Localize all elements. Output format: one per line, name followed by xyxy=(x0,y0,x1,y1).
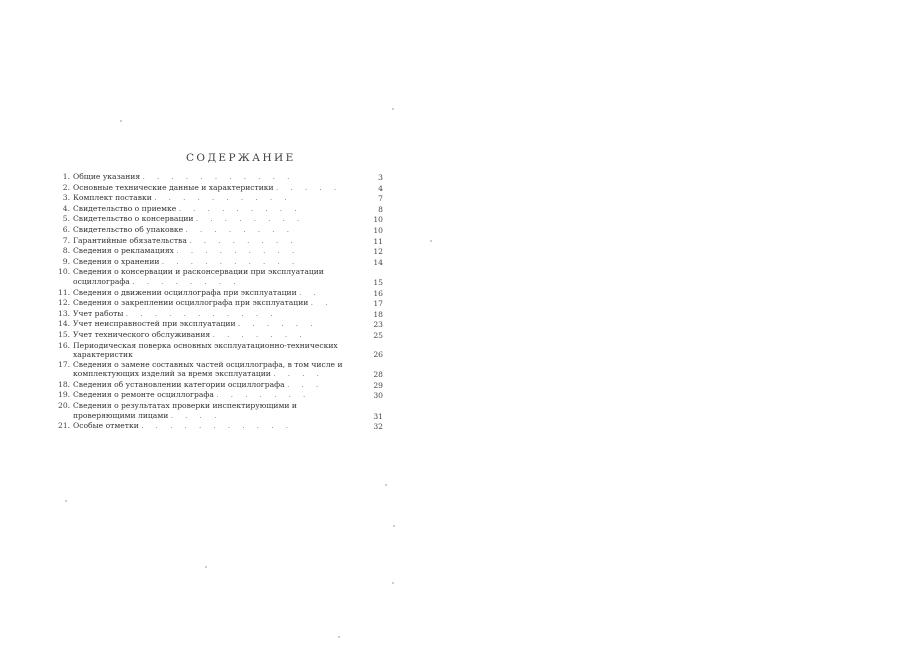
toc-entry-number: 19. xyxy=(58,390,71,400)
toc-entry-number: 18. xyxy=(58,379,71,389)
toc-entry-number: 13. xyxy=(58,308,71,318)
toc-entry xyxy=(58,225,383,236)
toc-entry-page: 25 xyxy=(373,330,383,340)
toc-entry-title: Периодическая поверка основных эксплуатационно-технических характеристик xyxy=(73,340,338,360)
toc-entry-page: 26 xyxy=(373,350,383,360)
toc-entry-page: 14 xyxy=(373,257,383,267)
toc-entry xyxy=(58,330,383,341)
toc-entry-number: 21. xyxy=(58,421,71,431)
toc-entry-page: 15 xyxy=(373,277,383,287)
toc-entry xyxy=(58,319,383,330)
page-title: СОДЕРЖАНИЕ xyxy=(186,152,296,164)
toc-entry xyxy=(58,298,383,309)
toc-entry xyxy=(58,401,383,421)
toc-entry-title: Сведения о рекламациях xyxy=(73,246,174,256)
toc-entry-title: Сведения о закреплении осциллографа при эксплуатации xyxy=(73,298,309,308)
toc-entry xyxy=(58,267,383,287)
toc-entry-title: Гарантийные обязательства xyxy=(73,235,187,245)
dot-leader: . . . . . . . . . . xyxy=(154,194,292,203)
toc-entry xyxy=(58,341,383,360)
toc-entry xyxy=(58,309,383,320)
toc-entry xyxy=(58,421,383,432)
dot-leader: . . . . . . . . . . . xyxy=(142,173,295,181)
toc-entry-number: 12. xyxy=(58,298,71,308)
toc-entry-number: 16. xyxy=(58,340,71,350)
dot-leader: . . . . . . . . xyxy=(185,225,294,234)
toc-entry xyxy=(58,390,383,401)
toc-entry xyxy=(58,204,383,215)
toc-entry xyxy=(58,380,383,391)
toc-entry-title: Свидетельство о консервации xyxy=(73,214,194,224)
scan-speck xyxy=(120,120,122,122)
toc-entry-title: Сведения о хранении xyxy=(73,256,160,266)
toc-entry xyxy=(58,214,383,225)
scan-speck xyxy=(392,582,394,584)
toc-entry-number: 8. xyxy=(62,246,70,256)
toc-entry-page: 10 xyxy=(373,215,383,225)
toc-entry-title: Учет неисправностей при эксплуатации xyxy=(73,319,236,329)
toc-entry-page: 7 xyxy=(378,194,383,204)
toc-entry-page: 29 xyxy=(373,380,383,390)
toc-entry-title: Комплект поставки xyxy=(73,193,152,203)
toc-entry-number: 2. xyxy=(62,182,70,192)
toc-entry-title: Общие указания xyxy=(73,172,141,181)
toc-entry xyxy=(58,246,383,257)
toc-entry-page: 10 xyxy=(373,225,383,235)
toc-entry-number: 14. xyxy=(58,319,71,329)
scan-speck xyxy=(205,566,207,568)
dot-leader: . . xyxy=(299,288,321,297)
scan-speck xyxy=(385,484,387,486)
toc-entry-number: 5. xyxy=(62,214,70,224)
toc-entry-title: Сведения о движении осциллографа при эксплуатации xyxy=(73,287,297,297)
scan-speck xyxy=(393,525,395,527)
toc-entry xyxy=(58,257,383,268)
toc-entry xyxy=(58,172,383,183)
dot-leader: . . . xyxy=(287,380,324,389)
toc-entry-number: 9. xyxy=(62,256,70,266)
toc-entry-number: 4. xyxy=(62,203,70,213)
toc-entry-page: 11 xyxy=(373,236,383,246)
scan-speck xyxy=(392,108,394,110)
toc-entry xyxy=(58,360,383,380)
toc-entry-page: 18 xyxy=(373,309,383,319)
toc-entry xyxy=(58,288,383,299)
dot-leader: . . xyxy=(310,299,333,308)
toc-entry-page: 17 xyxy=(373,299,383,309)
toc-entry-page: 8 xyxy=(378,204,383,214)
toc-entry-number: 6. xyxy=(62,224,70,234)
dot-leader: . . . . . . . . . . . xyxy=(125,309,278,318)
dot-leader: . . . . . . . . xyxy=(189,236,298,245)
toc-entry-title: Основные технические данные и характеристики xyxy=(73,182,274,192)
toc-entry-title: Свидетельство о приемке xyxy=(73,203,177,213)
toc-entry-page: 32 xyxy=(373,422,383,432)
toc-entry-page: 3 xyxy=(378,173,383,182)
toc-entry-number: 20. xyxy=(58,401,71,411)
toc-entry-page: 12 xyxy=(373,247,383,257)
dot-leader: . . . . . . . . . . . xyxy=(141,422,293,431)
toc-entry-page: 31 xyxy=(373,411,383,421)
toc-entry-title: Сведения о консервации и расконсервации при эксплуатации осциллографа xyxy=(73,267,324,286)
toc-entry-number: 11. xyxy=(58,287,71,297)
dot-leader: . . . . . . . xyxy=(212,330,307,339)
toc-entry xyxy=(58,193,383,204)
toc-entry-title: Сведения об установлении категории осциллографа xyxy=(73,379,285,389)
toc-entry-number: 7. xyxy=(62,235,70,245)
toc-entry-page: 28 xyxy=(373,370,383,380)
toc-entry-number: 3. xyxy=(62,193,70,203)
toc-entry-page: 4 xyxy=(378,183,383,193)
dot-leader: . . . . . . . . . xyxy=(178,204,302,213)
dot-leader: . . . . . . . . . . xyxy=(161,257,300,266)
dot-leader: . . . . xyxy=(170,411,222,420)
dot-leader: . . . . . . . . xyxy=(195,215,305,224)
dot-leader: . . . . . xyxy=(276,183,342,192)
toc-entry xyxy=(58,183,383,194)
dot-leader: . . . . . . . . . xyxy=(176,247,300,256)
toc-entry-title: Учет технического обслуживания xyxy=(73,329,211,339)
toc-entry-page: 16 xyxy=(373,288,383,298)
dot-leader: . . . . . . . xyxy=(216,391,311,400)
toc-entry-page: 23 xyxy=(373,320,383,330)
dot-leader: . . . . . . . . xyxy=(132,277,241,286)
toc-entry-page: 30 xyxy=(373,391,383,401)
toc-entry-title: Учет работы xyxy=(73,308,124,318)
toc-entry-number: 1. xyxy=(62,172,70,181)
table-of-contents xyxy=(58,172,383,432)
toc-entry-title: Сведения о замене составных частей осциллографа, в том числе и комплектующих изделий за время эксплуатации xyxy=(73,359,343,379)
scan-speck xyxy=(338,636,340,638)
toc-entry-title: Сведения о ремонте осциллографа xyxy=(73,390,214,400)
toc-entry-number: 17. xyxy=(58,359,71,369)
toc-entry-title: Сведения о результатах проверки инспектирующими и проверяющими лицами xyxy=(73,401,297,420)
scan-speck xyxy=(430,240,432,242)
toc-entry-title: Особые отметки xyxy=(73,421,139,431)
dot-leader: . . . . xyxy=(273,370,324,379)
toc-entry xyxy=(58,236,383,247)
toc-entry-number: 15. xyxy=(58,329,71,339)
toc-entry-title: Свидетельство об упаковке xyxy=(73,224,184,234)
scan-speck xyxy=(65,500,67,502)
toc-entry-number: 10. xyxy=(58,267,71,277)
dot-leader: . . . . . . xyxy=(237,320,318,329)
